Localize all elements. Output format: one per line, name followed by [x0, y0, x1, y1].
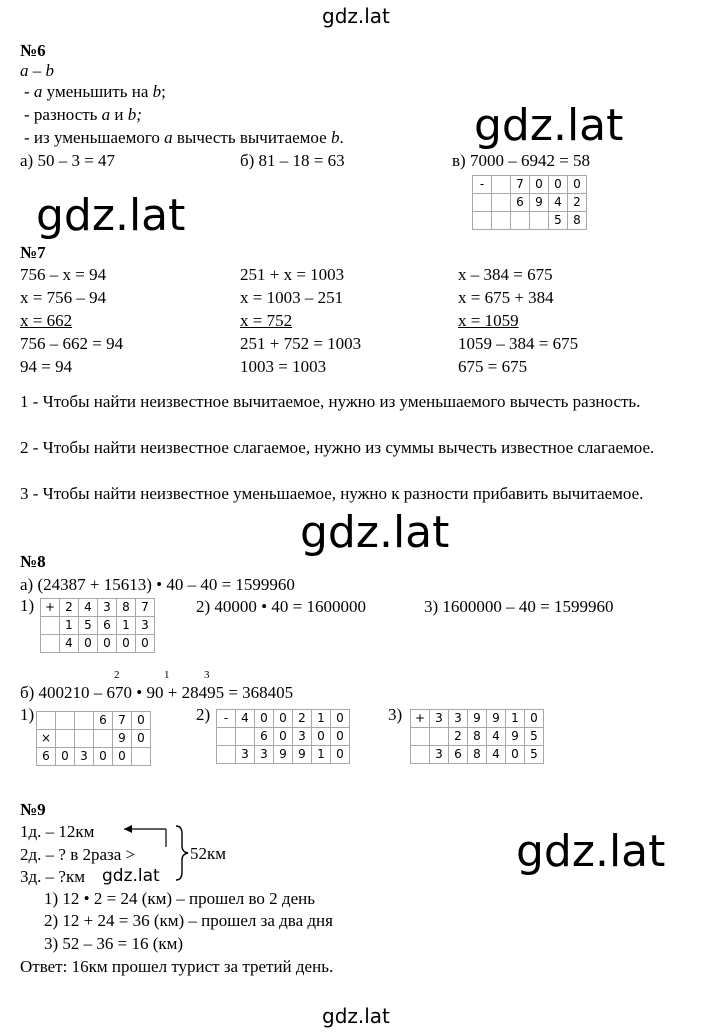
- equation-check: 94 = 94: [20, 357, 73, 376]
- equation-check: 756 – 662 = 94: [20, 334, 124, 353]
- task8-title: №8: [20, 552, 46, 571]
- task6-title: №6: [20, 41, 46, 60]
- equation-line: x – 384 = 675: [458, 265, 553, 284]
- task6-part-c: в) 7000 – 6942 = 58: [452, 151, 591, 170]
- equation-line: x = 1003 – 251: [240, 288, 344, 307]
- equation-line: 756 – x = 94: [20, 265, 107, 284]
- task6-part-a: а) 50 – 3 = 47: [20, 151, 116, 170]
- step-label: 1): [20, 705, 35, 724]
- equation-line: x = 756 – 94: [20, 288, 107, 307]
- equation-answer: x = 752: [240, 311, 293, 330]
- solution-step-2: 2) 12 + 24 = 36 (км) – прошел за два дня: [44, 911, 333, 930]
- condition-day-3: 3д. – ?км: [20, 867, 85, 886]
- task9-title: №9: [20, 800, 46, 819]
- column-addition: + 3 3 9 9 1 0 2 8 4 9 5 3 6 8 4 0 5: [410, 709, 544, 764]
- task8-column-addition: + 2 4 3 8 7 1 5 6 1 3 4 0 0 0 0: [40, 598, 155, 653]
- column-subtraction: - 4 0 0 2 1 0 6 0 3 0 0 3 3 9 9 1 0: [216, 709, 350, 764]
- task7-title: №7: [20, 243, 46, 262]
- task6-column-subtraction: - 7 0 0 0 6 9 4 2 5 8: [472, 175, 587, 230]
- equation-line: x = 675 + 384: [458, 288, 554, 307]
- total-distance: 52км: [190, 844, 227, 863]
- operation-order-mark: 3: [204, 669, 210, 681]
- watermark-bottom: gdz.lat: [322, 1004, 390, 1028]
- task6-expression: a – b: [20, 61, 54, 80]
- task6-reading-3: - из уменьшаемого a вычесть вычитаемое b.: [24, 128, 344, 147]
- rule-3: 3 - Чтобы найти неизвестное уменьшаемое, нужно к разности прибавить вычитаемое.: [20, 484, 644, 503]
- task8-part-b: б) 400210 – 670 • 90 + 28495 = 368405: [20, 683, 294, 702]
- step-3: 3) 1600000 – 40 = 1599960: [424, 597, 614, 616]
- column-multiplication: 6 7 0 × 9 0 6 0 3 0 0: [36, 711, 151, 766]
- step-label: 2): [196, 705, 211, 724]
- equation-answer: x = 1059: [458, 311, 519, 330]
- condition-day-1: 1д. – 12км: [20, 822, 95, 841]
- equation-check: 675 = 675: [458, 357, 528, 376]
- watermark-top: gdz.lat: [322, 4, 390, 28]
- rule-2: 2 - Чтобы найти неизвестное слагаемое, нужно из суммы вычесть известное слагаемое.: [20, 438, 655, 457]
- task6-part-b: б) 81 – 18 = 63: [240, 151, 345, 170]
- equation-check: 1059 – 384 = 675: [458, 334, 579, 353]
- equation-answer: x = 662: [20, 311, 73, 330]
- equation-line: 251 + x = 1003: [240, 265, 345, 284]
- operation-order-mark: 2: [114, 669, 120, 681]
- solution-step-1: 1) 12 • 2 = 24 (км) – прошел во 2 день: [44, 889, 315, 908]
- solution-step-3: 3) 52 – 36 = 16 (км): [44, 934, 184, 953]
- equation-check: 251 + 752 = 1003: [240, 334, 362, 353]
- task6-reading-1: - a уменьшить на b;: [24, 82, 166, 101]
- step-label: 3): [388, 705, 403, 724]
- task6-reading-2: - разность a и b;: [24, 105, 142, 124]
- watermark: gdz.lat: [36, 190, 186, 241]
- watermark: gdz.lat: [102, 866, 160, 886]
- watermark: gdz.lat: [474, 100, 624, 151]
- equation-check: 1003 = 1003: [240, 357, 327, 376]
- watermark: gdz.lat: [516, 826, 666, 877]
- step-2: 2) 40000 • 40 = 1600000: [196, 597, 366, 616]
- answer: Ответ: 16км прошел турист за третий день.: [20, 957, 334, 976]
- step-label: 1): [20, 596, 35, 615]
- condition-day-2: 2д. – ? в 2раза >: [20, 845, 136, 864]
- watermark: gdz.lat: [300, 507, 450, 558]
- rule-1: 1 - Чтобы найти неизвестное вычитаемое, нужно из уменьшаемого вычесть разность.: [20, 392, 641, 411]
- operation-order-mark: 1: [164, 669, 170, 681]
- task8-part-a: а) (24387 + 15613) • 40 – 40 = 1599960: [20, 575, 295, 594]
